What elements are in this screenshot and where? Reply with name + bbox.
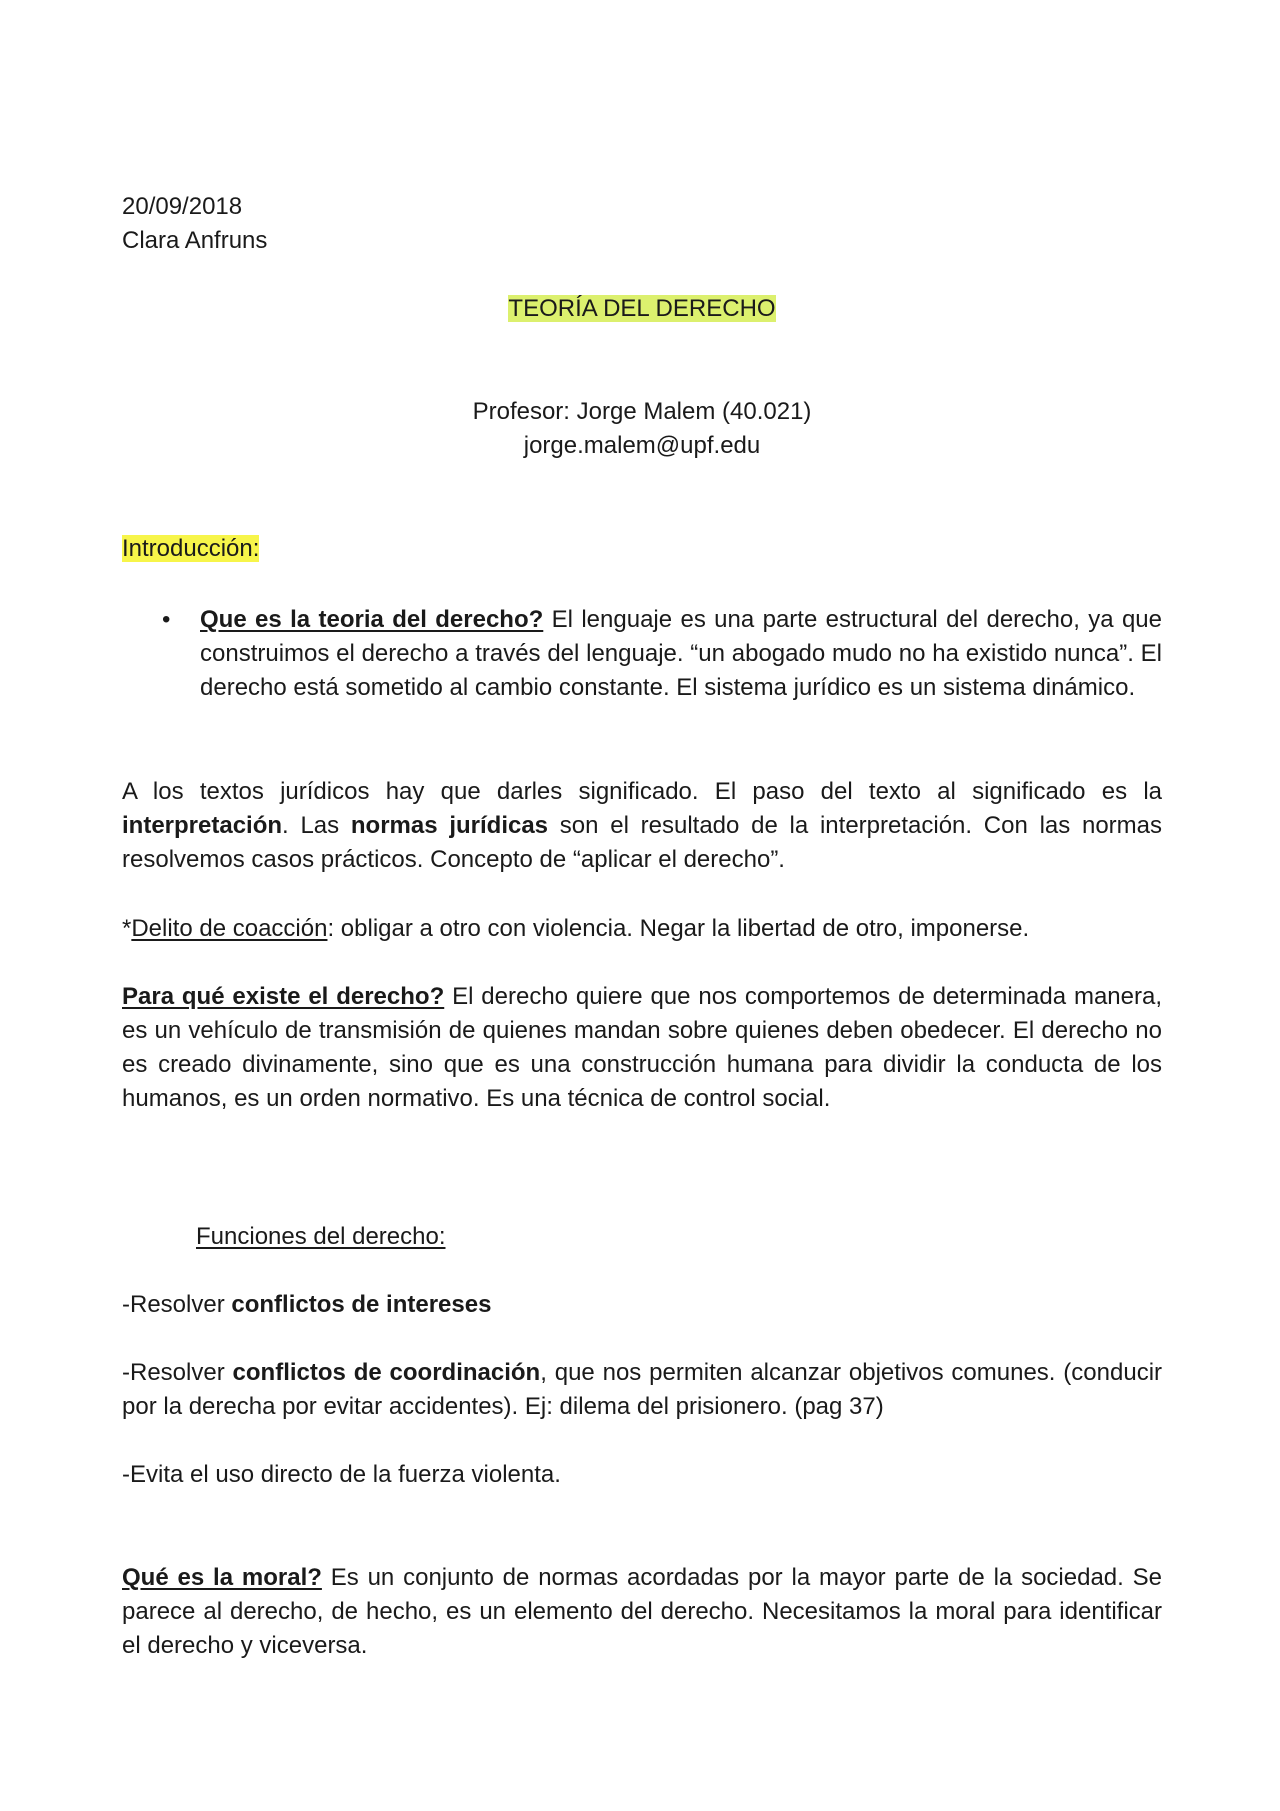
f1-prefix: -Resolver [122,1291,232,1318]
bullet-text: El lenguaje es una parte estructural del derecho, ya que construimos el derecho a través del lenguaje. “un abogado mudo no ha existido nunca”. El derecho está sometido al cambio constante. El sistema jurídico es un sistema dinámico. [200,606,1162,701]
paragraph-moral [122,1561,1162,1663]
f2-prefix: -Resolver [122,1359,233,1386]
p1-mid: . Las [282,812,351,839]
professor-email: jorge.malem@upf.edu [523,432,761,459]
intro-heading: Introducción: [122,535,260,562]
intro-heading-block [122,532,1162,566]
professor-block [122,395,1162,463]
p1-bold-normas: normas jurídicas [350,812,549,839]
bullet-question: Que es la teoria del derecho? [200,606,544,633]
funciones-heading-block [122,1220,1162,1254]
f2-bold: conflictos de coordinación [232,1359,541,1386]
professor-line: Profesor: Jorge Malem (40.021) [472,398,812,425]
p1-text: A los textos jurídicos hay que darles significado. El paso del texto al significado es la [122,778,1162,805]
p1-end: son el resultado de la interpretación. Con las normas resolvemos casos prácticos. Concepto de “aplicar el derecho”. [122,812,1163,873]
paragraph-para-que [122,980,1162,1116]
delito-prefix: * [122,915,132,942]
title-block [122,292,1162,326]
paragraph-interpretation [122,775,1162,877]
document-title: TEORÍA DEL DERECHO [508,295,776,322]
para-que-text: El derecho quiere que nos comportemos de determinada manera, es un vehículo de transmisión de quienes mandan sobre quienes deben obedecer. El derecho no es creado divinamente, sino que es una construcción humana para dividir la conducta de los humanos, es un orden normativo. Es una técnica de control social. [122,983,1162,1112]
delito-text: : obligar a otro con violencia. Negar la libertad de otro, imponerse. [327,915,1030,942]
date: 20/09/2018 [122,193,243,220]
bullet-paragraph [200,603,1162,705]
author: Clara Anfruns [122,227,268,254]
bullet-marker: • [162,606,171,633]
delito-term: Delito de coacción [131,915,328,942]
p1-bold-interpretacion: interpretación [122,812,283,839]
funcion-3 [122,1458,1162,1492]
f3-text: -Evita el uso directo de la fuerza violenta. [122,1461,561,1488]
paragraph-delito [122,912,1162,946]
moral-text: Es un conjunto de normas acordadas por la mayor parte de la sociedad. Se parece al derecho, de hecho, es un elemento del derecho. Necesitamos la moral para identificar el derecho y viceversa. [122,1564,1163,1659]
f1-bold: conflictos de intereses [231,1291,492,1318]
moral-question: Qué es la moral? [122,1564,322,1591]
funciones-heading: Funciones del derecho: [196,1223,446,1250]
header [122,190,1162,258]
para-que-question: Para qué existe el derecho? [122,983,445,1010]
funcion-1 [122,1288,1162,1322]
f2-text: , que nos permiten alcanzar objetivos comunes. (conducir por la derecha por evitar accidentes). Ej: dilema del prisionero. (pag 37) [122,1359,1163,1420]
funcion-2 [122,1356,1162,1424]
